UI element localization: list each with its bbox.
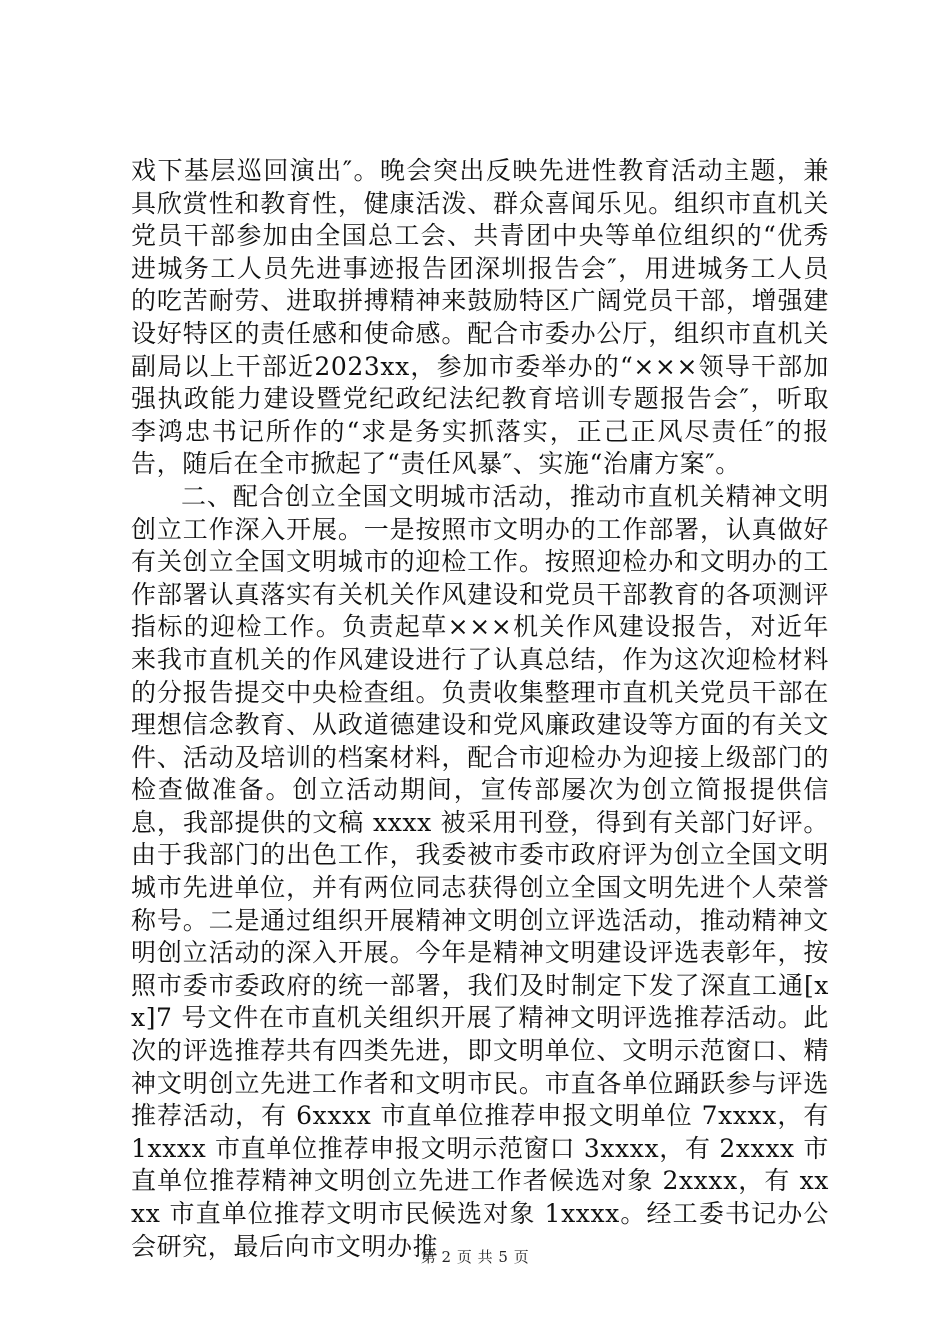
document-body [131, 155, 829, 1263]
paragraph-1: 戏下基层巡回演出″。晚会突出反映先进性教育活动主题，兼具欣赏性和教育性，健康活泼、群众喜闻乐见。组织市直机关党员干部参加由全国总工会、共青团中央等单位组织的“优秀进城务工人员先进事迹报告团深圳报告会″，用进城务工人员的吃苦耐劳、进取拼搏精神来鼓励特区广阔党员干部，增强建设好特区的责任感和使命感。配合市委办公厅，组织市直机关副局以上干部近2023xx，参加市委举办的“×××领导干部加强执政能力建设暨党纪政纪法纪教育培训专题报告会″，听取李鸿忠书记所作的“求是务实抓落实，正己正风尽责任″的报告，随后在全市掀起了“责任风暴″、实施“治庸方案″。 [131, 156, 829, 479]
paragraph-2: 二、配合创立全国文明城市活动，推动市直机关精神文明创立工作深入开展。一是按照市文明办的工作部署，认真做好有关创立全国文明城市的迎检工作。按照迎检办和文明办的工作部署认真落实有关机关作风建设和党员干部教育的各项测评指标的迎检工作。负责起草×××机关作风建设报告，对近年来我市直机关的作风建设进行了认真总结，作为这次迎检材料的分报告提交中央检查组。负责收集整理市直机关党员干部在理想信念教育、从政道德建设和党风廉政建设等方面的有关文件、活动及培训的档案材料，配合市迎检办为迎接上级部门的检查做准备。创立活动期间，宣传部屡次为创立简报提供信息，我部提供的文稿 xxxx 被采用刊登，得到有关部门好评。由于我部门的出色工作，我委被市委市政府评为创立全国文明城市先进单位，并有两位同志获得创立全国文明先进个人荣誉称号。二是通过组织开展精神文明创立评选活动，推动精神文明创立活动的深入开展。今年是精神文明建设评选表彰年，按照市委市委政府的统一部署，我们及时制定下发了深直工通[xx]7 号文件在市直机关组织开展了精神文明评选推荐活动。此次的评选推荐共有四类先进，即文明单位、文明示范窗口、精神文明创立先进工作者和文明市民。市直各单位踊跃参与评选推荐活动，有 6xxxx 市直单位推荐申报文明单位 7xxxx，有 1xxxx 市直单位推荐申报文明示范窗口 3xxxx，有 2xxxx 市直单位推荐精神文明创立先进工作者候选对象 2xxxx，有 xxxx 市直单位推荐文明市民候选对象 1xxxx。经工委书记办公会研究，最后向市文明办推 [131, 481, 829, 1261]
page-footer: 第 2 页 共 5 页 [420, 1248, 530, 1266]
